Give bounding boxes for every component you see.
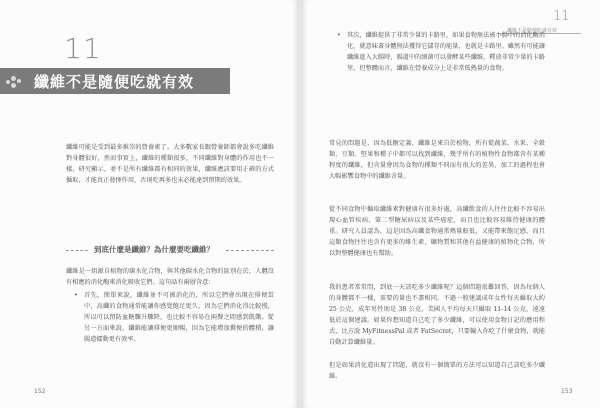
body-paragraph: 從不同食物中攝取纖維素對健康有很多好處，高纖飲食的人往往比較不容易出現心血管疾病、第二型糖尿病以及某些癌症，而且也比較容易維持健康的體重。研究人員認為，這是因為高纖食物通常熱量較低，又能帶來飽足感，而且這類食物往往也含有更多的維生素、礦物質和其他有益健康的植物化合物，所以對整體健康也有幫助。 xyxy=(329,206,545,257)
right-bullet-list xyxy=(337,30,545,74)
chapter-title: 纖維不是隨便吃就有效 xyxy=(34,73,195,91)
list-item: • 首先，簡單來說，纖維並不可被消化的，所以它們會出現在排便當中，高纖的食物通常能讓你感覺飽足更久，因為它們消化得比較慢，所以可以預防血糖驟升驟降，也比較不容易在兩餐之間感到飢餓。從另一方面來說，纖維能讓排便更順暢，因為它能增加糞便的體積，讓腸道蠕動更有效率。 xyxy=(74,290,274,345)
right-page xyxy=(301,0,600,408)
body-paragraph: 我的患者常常問，到底一天該吃多少纖維呢？這個問題很難回答，因為每個人的身體都不一樣，需要的量也不盡相同。不過一般建議成年女性每天攝取大約 25 公克，成年男性則是 38 公克。美國人平均每天只攝取 11-14 公克，遠遠低於這個建議。如果你想知道自己吃了多少纖維，可以使用食物日記的應用程式，比方說 MyFitnessPal 或者 FatSecret，只要輸入你吃了什麼食物，就能自動計算纖維量。 xyxy=(329,284,545,346)
body-paragraph: 常見的問題是，因為低糖定義，纖維是來自於植物，所有從蔬菜、水果、全穀類、豆類、堅果和種子中都可以找到纖維，幾乎所有的植物性食物都含有某種程度的纖維，但含量會因為食物的種類不同而有很大的差異，加工的過程也會大幅影響食物中的纖維含量。 xyxy=(329,140,545,180)
subheading-text: 到底什麼是纖維？為什麼要吃纖維？ xyxy=(94,245,214,254)
running-head-number: 11 xyxy=(553,9,570,24)
section-subheading xyxy=(66,244,274,256)
list-item: • 其次，纖維提供了非常少量的卡路里，如果食物無法被小腸中的消化酶消化，就意味著身體無法獲得它儲存的能量，也就是卡路里。雖然有可能讓纖維進入大腸時，腸道中的細菌可以發酵某些纖維，釋放非常少量的卡路里，但整體而言，纖維在營養成分上是非常低熱量的食物。 xyxy=(337,30,545,74)
definition-paragraph: 纖維是一組源自植物的碳水化合物，與其他碳水化合物的區別在於，人體沒有相應的消化酶來消化吸收它們。這句話有兩層含意： xyxy=(66,268,274,286)
running-head-title: 纖維不是隨便吃就有效 xyxy=(507,28,558,34)
left-bullet-list xyxy=(74,290,274,345)
page-number-left: 152 xyxy=(34,388,46,395)
body-paragraph: 但是如果消化道出現了問題，就沒有一個簡單的方法可以知道自己該吃多少纖維。 xyxy=(329,362,545,380)
decorative-dots-icon xyxy=(6,74,22,90)
left-page xyxy=(0,0,299,408)
chapter-number: 11 xyxy=(64,32,102,65)
page-number-right: 153 xyxy=(561,388,573,395)
subheading-rule-left xyxy=(66,250,88,251)
intro-paragraph: 纖維可能是受到最多推崇的營養素了。大多數家長跟營養師都會說多吃纖維對身體很好，然而事實上，纖維的種類很多，不同纖維對身體的作用也不一樣。研究顯示，並不是所有纖維都有相同的效果，纖維應該要用正確的方式攝取，才能真正發揮作用，否則吃再多也未必能達到預期的效果。 xyxy=(66,144,274,184)
subheading-rule-right xyxy=(226,250,274,251)
